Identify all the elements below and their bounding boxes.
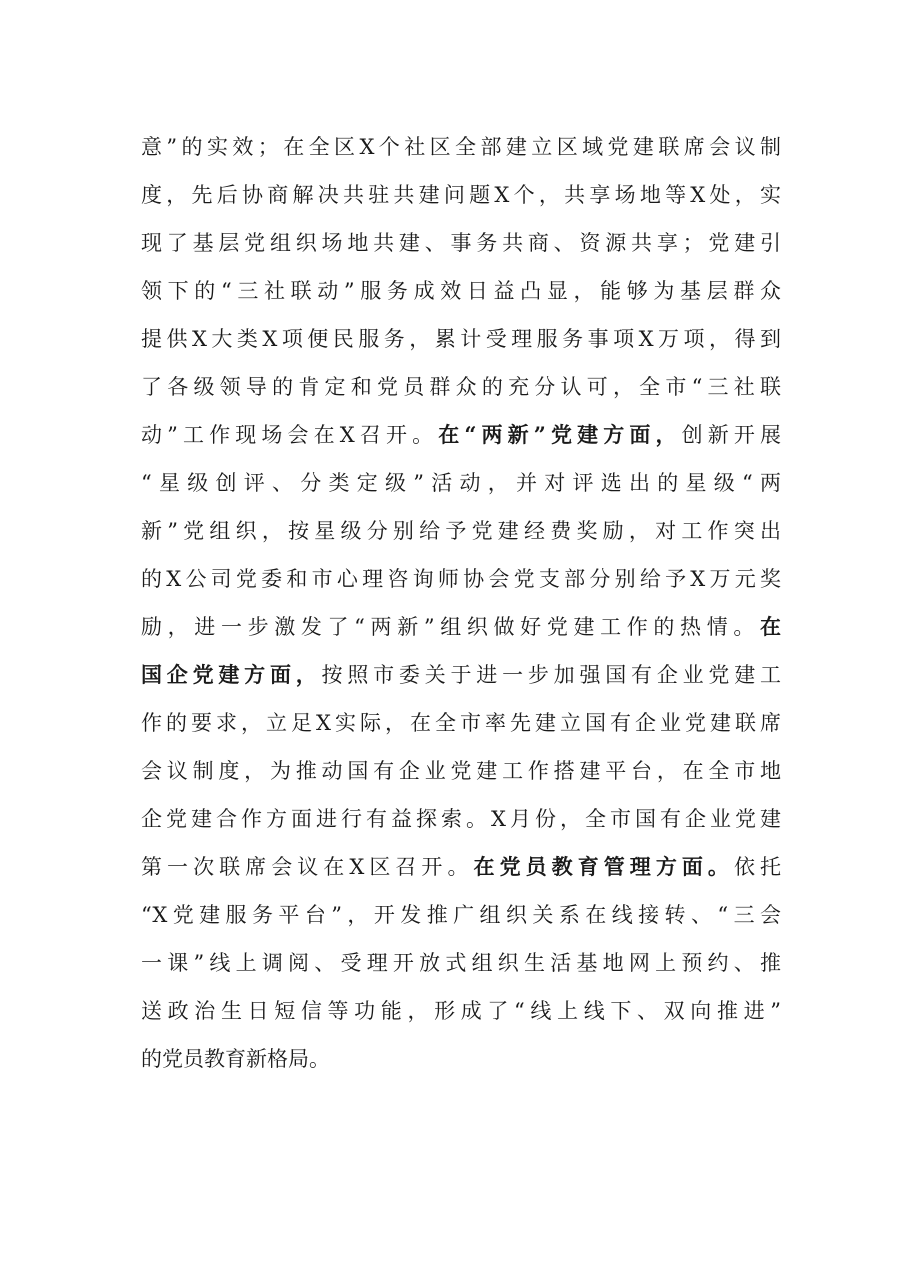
text-line xyxy=(141,987,781,1035)
body-text: 送政治生日短信等功能，形成了“线上线下、双向推进” xyxy=(141,999,781,1023)
text-line xyxy=(141,507,781,555)
text-line xyxy=(141,267,781,315)
body-text: “X党建服务平台”，开发推广组织关系在线接转、“三会 xyxy=(141,903,781,927)
body-text: 领下的“三社联动”服务成效日益凸显，能够为基层群众 xyxy=(141,279,781,303)
text-line xyxy=(141,411,781,459)
text-line xyxy=(141,363,781,411)
text-line xyxy=(141,219,781,267)
body-text: 了各级领导的肯定和党员群众的充分认可，全市“三社联 xyxy=(141,375,781,399)
body-text: 的X公司党委和市心理咨询师协会党支部分别给予X万元奖 xyxy=(141,567,781,591)
body-text: 会议制度，为推动国有企业党建工作搭建平台，在全市地 xyxy=(141,759,781,783)
body-text: “星级创评、分类定级”活动，并对评选出的星级“两 xyxy=(141,471,781,495)
text-line xyxy=(141,651,781,699)
text-line xyxy=(141,315,781,363)
body-text: 依托 xyxy=(733,855,782,879)
body-text: 创新开展 xyxy=(681,423,782,447)
text-line xyxy=(141,603,781,651)
body-text: 现了基层党组织场地共建、事务共商、资源共享；党建引 xyxy=(141,231,781,255)
bold-heading-text: 国企党建方面， xyxy=(141,662,322,687)
body-text: 企党建合作方面进行有益探索。X月份，全市国有企业党建 xyxy=(141,807,781,831)
text-line xyxy=(141,171,781,219)
body-text: 励，进一步激发了“两新”组织做好党建工作的热情。 xyxy=(141,615,760,639)
text-line xyxy=(141,699,781,747)
body-text: 的党员教育新格局。 xyxy=(141,1047,330,1071)
body-text: 作的要求，立足X实际，在全市率先建立国有企业党建联席 xyxy=(141,711,781,735)
body-text: 第一次联席会议在X区召开。 xyxy=(141,855,474,879)
text-line xyxy=(141,459,781,507)
bold-heading-text: 在 xyxy=(760,614,781,639)
body-text: 一课”线上调阅、受理开放式组织生活基地网上预约、推 xyxy=(141,951,781,975)
text-line xyxy=(141,1035,781,1083)
text-line xyxy=(141,843,781,891)
body-text: 按照市委关于进一步加强国有企业党建工 xyxy=(321,663,782,687)
body-text: 提供X大类X项便民服务，累计受理服务事项X万项，得到 xyxy=(141,327,781,351)
body-paragraph xyxy=(141,123,781,1083)
text-line xyxy=(141,939,781,987)
text-line xyxy=(141,747,781,795)
body-text: 意”的实效；在全区X个社区全部建立区域党建联席会议制 xyxy=(141,135,781,159)
bold-heading-text: 在“两新”党建方面， xyxy=(438,422,682,447)
text-line xyxy=(141,795,781,843)
body-text: 动”工作现场会在X召开。 xyxy=(141,423,439,447)
body-text: 新”党组织，按星级分别给予党建经费奖励，对工作突出 xyxy=(141,519,781,543)
text-line xyxy=(141,555,781,603)
text-line xyxy=(141,891,781,939)
text-line xyxy=(141,123,781,171)
bold-heading-text: 在党员教育管理方面。 xyxy=(473,854,734,879)
body-text: 度，先后协商解决共驻共建问题X个，共享场地等X处，实 xyxy=(141,183,781,207)
